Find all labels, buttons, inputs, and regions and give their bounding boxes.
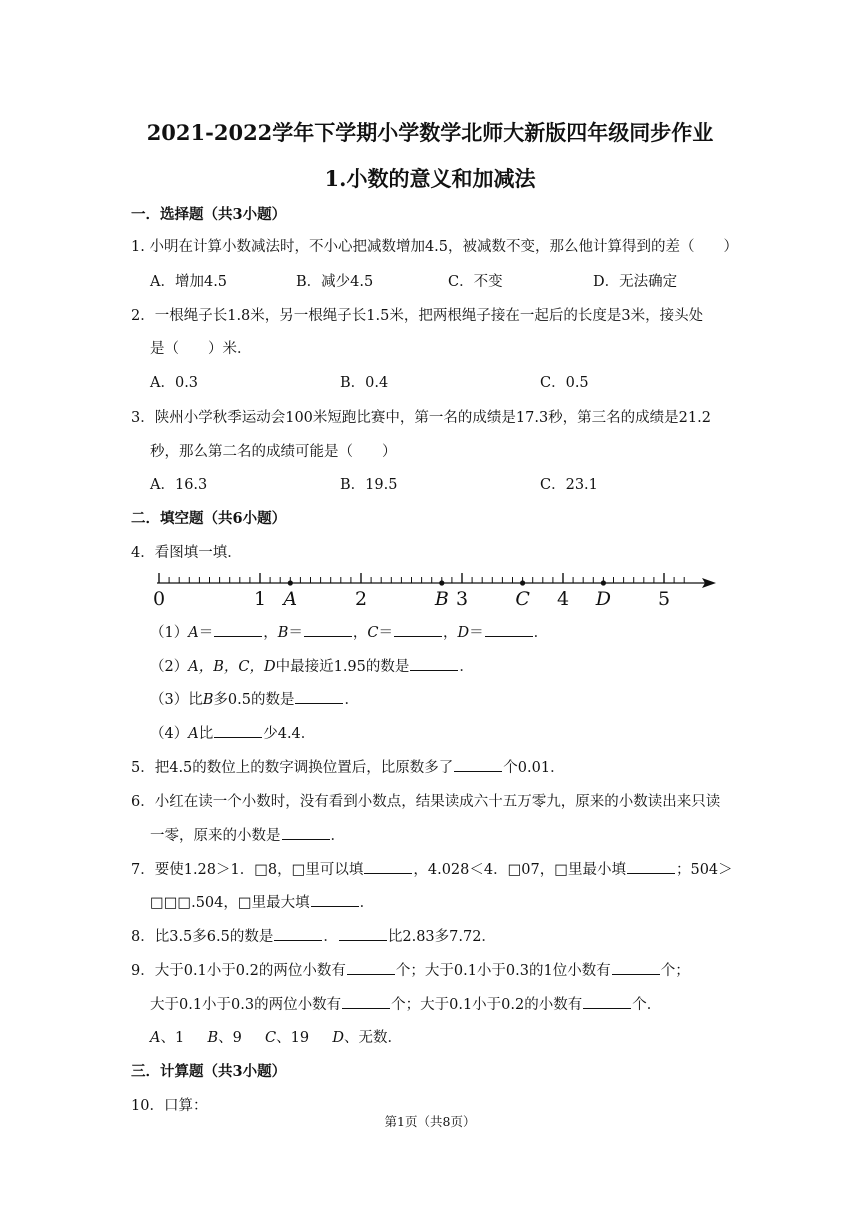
number-line-point-label: A: [283, 588, 298, 610]
question-9-line1: [131, 959, 690, 980]
question-2-options: [150, 371, 750, 391]
question-text: □□□.504，□里最大填: [150, 895, 310, 911]
choice-text: 、19: [276, 1030, 310, 1046]
question-7-line2: [150, 891, 374, 912]
comma: ，: [442, 625, 458, 641]
part-text: 少4.4．: [263, 726, 316, 742]
section-heading-calc: 三．计算题（共3小题）: [131, 1063, 287, 1080]
answer-blank[interactable]: [583, 1007, 631, 1009]
number-line-tick-label: 0: [152, 588, 166, 610]
answer-blank[interactable]: [214, 736, 262, 738]
option-a: A．0.3: [150, 375, 199, 391]
number-line-tick-label: 2: [354, 588, 368, 610]
answer-blank[interactable]: [364, 872, 412, 874]
question-text: 8．比3.5多6.5的数是: [131, 929, 274, 945]
choice-letter: B: [207, 1030, 219, 1046]
question-text: 个．: [632, 997, 662, 1013]
question-4-part4: [150, 722, 315, 743]
period: ．: [459, 659, 474, 675]
question-8: [131, 925, 496, 946]
number-line-point: [439, 580, 444, 585]
question-9-choices: [150, 1026, 402, 1047]
answer-blank[interactable]: [394, 635, 442, 637]
period: ．: [323, 929, 338, 945]
answer-blank[interactable]: [214, 635, 262, 637]
part-number: （4）: [150, 726, 189, 742]
option-c: C．不变: [448, 274, 503, 290]
var-list: A，B，C，D: [188, 659, 276, 675]
number-line-labels: [153, 588, 670, 610]
part-text: 比: [198, 726, 214, 742]
equals: ＝: [378, 625, 393, 641]
period: ．: [359, 895, 375, 911]
question-2-stem-line2: 是（ ）米．: [150, 341, 252, 357]
option-c: C．23.1: [540, 477, 598, 493]
question-text: 9．大于0.1小于0.2的两位小数有: [131, 963, 346, 979]
option-a: A．16.3: [150, 477, 208, 493]
var-b: B: [202, 692, 214, 708]
question-2-stem-line1: 2．一根绳子长1.8米，另一根绳子长1.5米，把两根绳子接在一起后的长度是3米，接头处: [131, 308, 704, 324]
question-text: 7．要使1.28＞1．□8，□里可以填: [131, 862, 364, 878]
question-10-stem: 10．口算：: [131, 1098, 208, 1114]
choice-letter: D: [332, 1030, 344, 1046]
part-number: （1）: [150, 625, 189, 641]
answer-blank[interactable]: [311, 905, 359, 907]
question-4-part1: [150, 621, 548, 642]
var-b: B: [277, 625, 289, 641]
number-line-point: [288, 580, 293, 585]
answer-blank[interactable]: [410, 669, 458, 671]
question-text: ；504＞: [675, 862, 733, 878]
number-line: [140, 570, 730, 610]
var-a: A: [188, 726, 199, 742]
number-line-tick-label: 3: [455, 588, 469, 610]
number-line-point: [520, 580, 525, 585]
answer-blank[interactable]: [282, 838, 330, 840]
question-4-part3: [150, 688, 359, 709]
period: ．: [330, 828, 345, 844]
answer-blank[interactable]: [295, 702, 343, 704]
question-1-stem: 1. 小明在计算小数减法时，不小心把减数增加4.5，被减数不变，那么他计算得到的差（ ）: [131, 239, 738, 255]
number-line-point: [601, 580, 606, 585]
answer-blank[interactable]: [342, 1007, 390, 1009]
option-b: B．减少4.5: [296, 274, 374, 290]
answer-blank[interactable]: [612, 973, 660, 975]
option-b: B．19.5: [340, 477, 398, 493]
answer-blank[interactable]: [485, 635, 533, 637]
part-number: （2）: [150, 659, 189, 675]
question-text: 个；大于0.1小于0.3的1位小数有: [395, 963, 611, 979]
question-text: 一零，原来的小数是: [150, 828, 281, 844]
comma: ，: [352, 625, 368, 641]
equals: ＝: [198, 625, 214, 641]
answer-blank[interactable]: [304, 635, 352, 637]
question-text: 大于0.1小于0.3的两位小数有: [150, 997, 342, 1013]
part-text: 多0.5的数是: [213, 692, 295, 708]
option-b: B．0.4: [340, 375, 389, 391]
question-3-stem-line2: 秒，那么第二名的成绩可能是（ ）: [150, 444, 397, 460]
choice-text: 、1: [160, 1030, 185, 1046]
question-6-line1: 6．小红在读一个小数时，没有看到小数点，结果读成六十五万零九，原来的小数读出来只读: [131, 794, 721, 810]
question-6-line2: [150, 824, 345, 845]
question-4-stem: 4．看图填一填．: [131, 545, 242, 561]
document-title: 2021-2022学年下学期小学数学北师大新版四年级同步作业: [146, 120, 714, 145]
choice-text: 、9: [218, 1030, 242, 1046]
question-text: 个；大于0.1小于0.2的小数有: [391, 997, 583, 1013]
choice-letter: A: [150, 1030, 161, 1046]
question-9-line2: [150, 993, 661, 1014]
question-text: 个0.01．: [503, 760, 565, 776]
option-d: D．无法确定: [593, 274, 678, 290]
question-4-part2: [150, 655, 474, 676]
number-line-point-label: C: [515, 588, 530, 610]
part-text: 中最接近1.95的数是: [275, 659, 410, 675]
number-line-tick-label: 4: [556, 588, 570, 610]
option-a: A．增加4.5: [150, 274, 228, 290]
number-line-tick-label: 1: [253, 588, 267, 610]
answer-blank[interactable]: [274, 939, 322, 941]
answer-blank[interactable]: [627, 872, 675, 874]
comma: ，: [263, 625, 278, 641]
number-line-point-label: D: [595, 588, 612, 610]
period: ．: [344, 692, 359, 708]
document-subtitle: 1.小数的意义和加减法: [324, 166, 536, 191]
page-footer: 第1页（共8页）: [384, 1114, 476, 1129]
number-line-tick-label: 5: [657, 588, 671, 610]
question-text: ，4.028＜4．□07，□里最小填: [413, 862, 626, 878]
question-text: 5．把4.5的数位上的数字调换位置后，比原数多了: [131, 760, 454, 776]
part-text: （3）比: [150, 692, 203, 708]
answer-blank[interactable]: [347, 973, 395, 975]
answer-blank[interactable]: [454, 770, 502, 772]
question-3-options: [150, 473, 750, 493]
equals: ＝: [469, 625, 484, 641]
section-heading-choice: 一．选择题（共3小题）: [131, 206, 287, 223]
option-c: C．0.5: [540, 375, 589, 391]
var-c: C: [367, 625, 379, 641]
number-line-point-label: B: [434, 588, 449, 610]
var-a: A: [188, 625, 199, 641]
question-text: 比2.83多7.72．: [387, 929, 496, 945]
question-5: [131, 756, 565, 777]
question-text: 个；: [660, 963, 690, 979]
choice-text: 、无数．: [343, 1030, 402, 1046]
period: ．: [533, 625, 549, 641]
question-1-options: [150, 270, 750, 290]
section-heading-fill: 二．填空题（共6小题）: [131, 510, 287, 527]
question-7-line1: [131, 858, 733, 879]
answer-blank[interactable]: [339, 939, 387, 941]
equals: ＝: [288, 625, 303, 641]
question-3-stem-line1: 3．陕州小学秋季运动会100米短跑比赛中，第一名的成绩是17.3秒，第三名的成绩是21.2: [131, 410, 711, 426]
var-d: D: [457, 625, 470, 641]
choice-letter: C: [265, 1030, 277, 1046]
